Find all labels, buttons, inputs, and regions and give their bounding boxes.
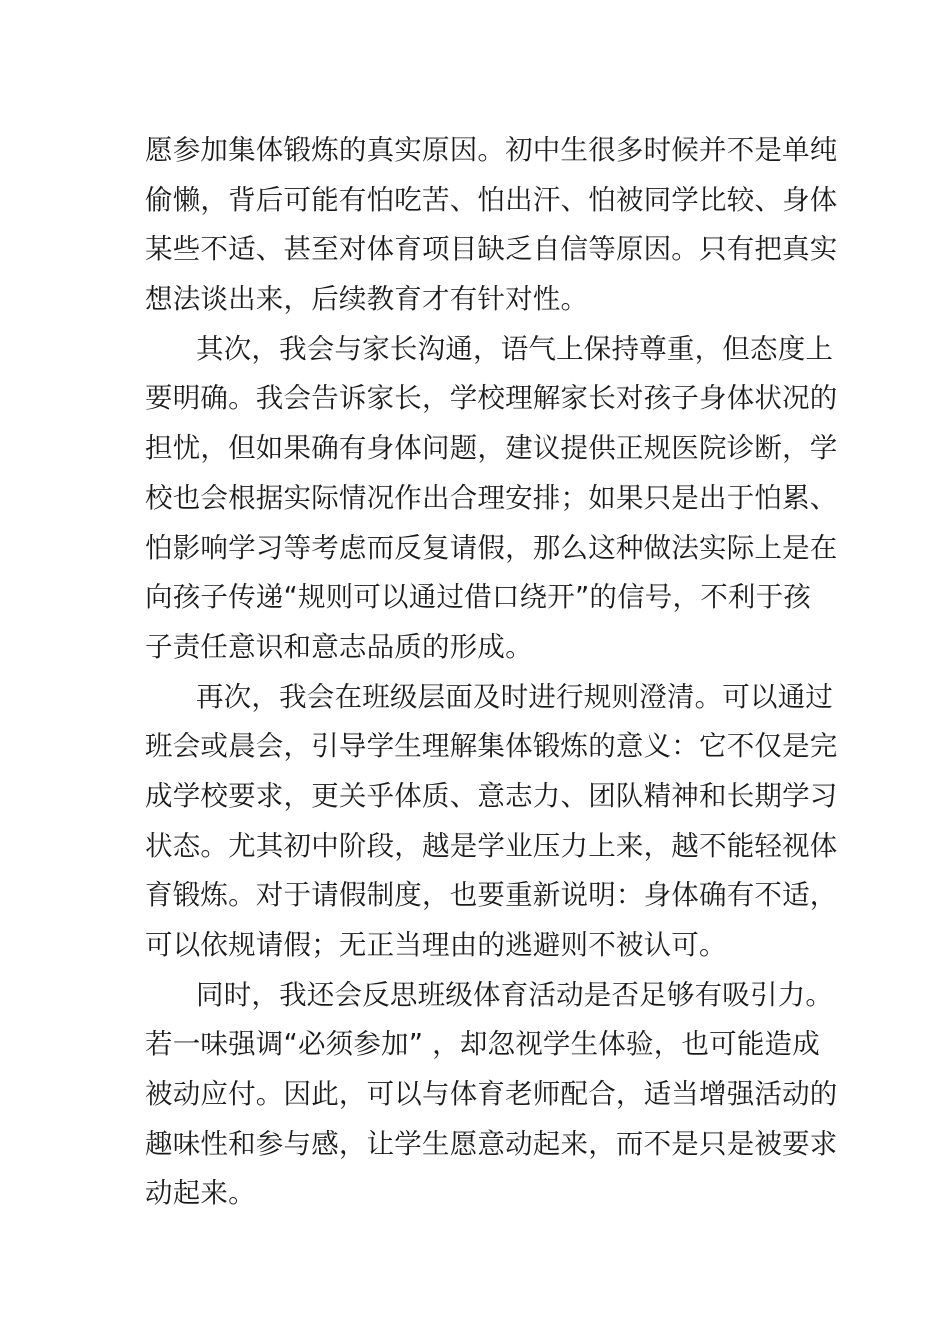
paragraph-3 [145,673,838,971]
text-line: 怕影响学习等考虑而反复请假，那么这种做法实际上是在 [145,531,838,564]
text-line: 育锻炼。对于请假制度，也要重新说明：身体确有不适， [145,879,838,912]
text-line: 状态。尤其初中阶段，越是学业压力上来，越不能轻视体 [145,829,838,862]
text-line: 趣味性和参与感，让学生愿意动起来，而不是只是被要求 [145,1127,838,1160]
paragraph-4 [145,971,838,1219]
text-line: 向孩子传递“规则可以通过借口绕开”的信号，不利于孩 [145,581,811,614]
document-body [145,126,838,1219]
text-line: 愿参加集体锻炼的真实原因。初中生很多时候并不是单纯 [145,134,838,166]
text-line: 想法谈出来，后续教育才有针对性。 [145,283,589,316]
text-line: 偷懒，背后可能有怕吃苦、怕出汗、怕被同学比较、身体 [145,183,838,216]
text-line: 成学校要求，更关乎体质、意志力、团队精神和长期学习 [145,779,838,812]
text-line: 其次，我会与家长沟通，语气上保持尊重，但态度上 [196,332,834,365]
paragraph-1 [145,126,838,325]
text-line: 要明确。我会告诉家长，学校理解家长对孩子身体状况的 [145,382,838,415]
text-line: 校也会根据实际情况作出合理安排；如果只是出于怕累、 [145,481,838,514]
text-line: 被动应付。因此，可以与体育老师配合，适当增强活动的 [145,1078,838,1111]
text-line: 班会或晨会，引导学生理解集体锻炼的意义：它不仅是完 [145,730,838,763]
text-line: 动起来。 [145,1177,256,1210]
text-line: 担忧，但如果确有身体问题，建议提供正规医院诊断，学 [145,432,838,465]
paragraph-2 [145,325,838,673]
text-line: 若一味强调“必须参加” ，却忽视学生体验，也可能造成 [145,1028,820,1061]
text-line: 子责任意识和意志品质的形成。 [145,630,533,663]
text-line: 同时，我还会反思班级体育活动是否足够有吸引力。 [196,978,834,1011]
text-line: 可以依规请假；无正当理由的逃避则不被认可。 [145,929,727,961]
text-line: 再次，我会在班级层面及时进行规则澄清。可以通过 [196,680,834,713]
text-line: 某些不适、甚至对体育项目缺乏自信等原因。只有把真实 [145,233,838,266]
